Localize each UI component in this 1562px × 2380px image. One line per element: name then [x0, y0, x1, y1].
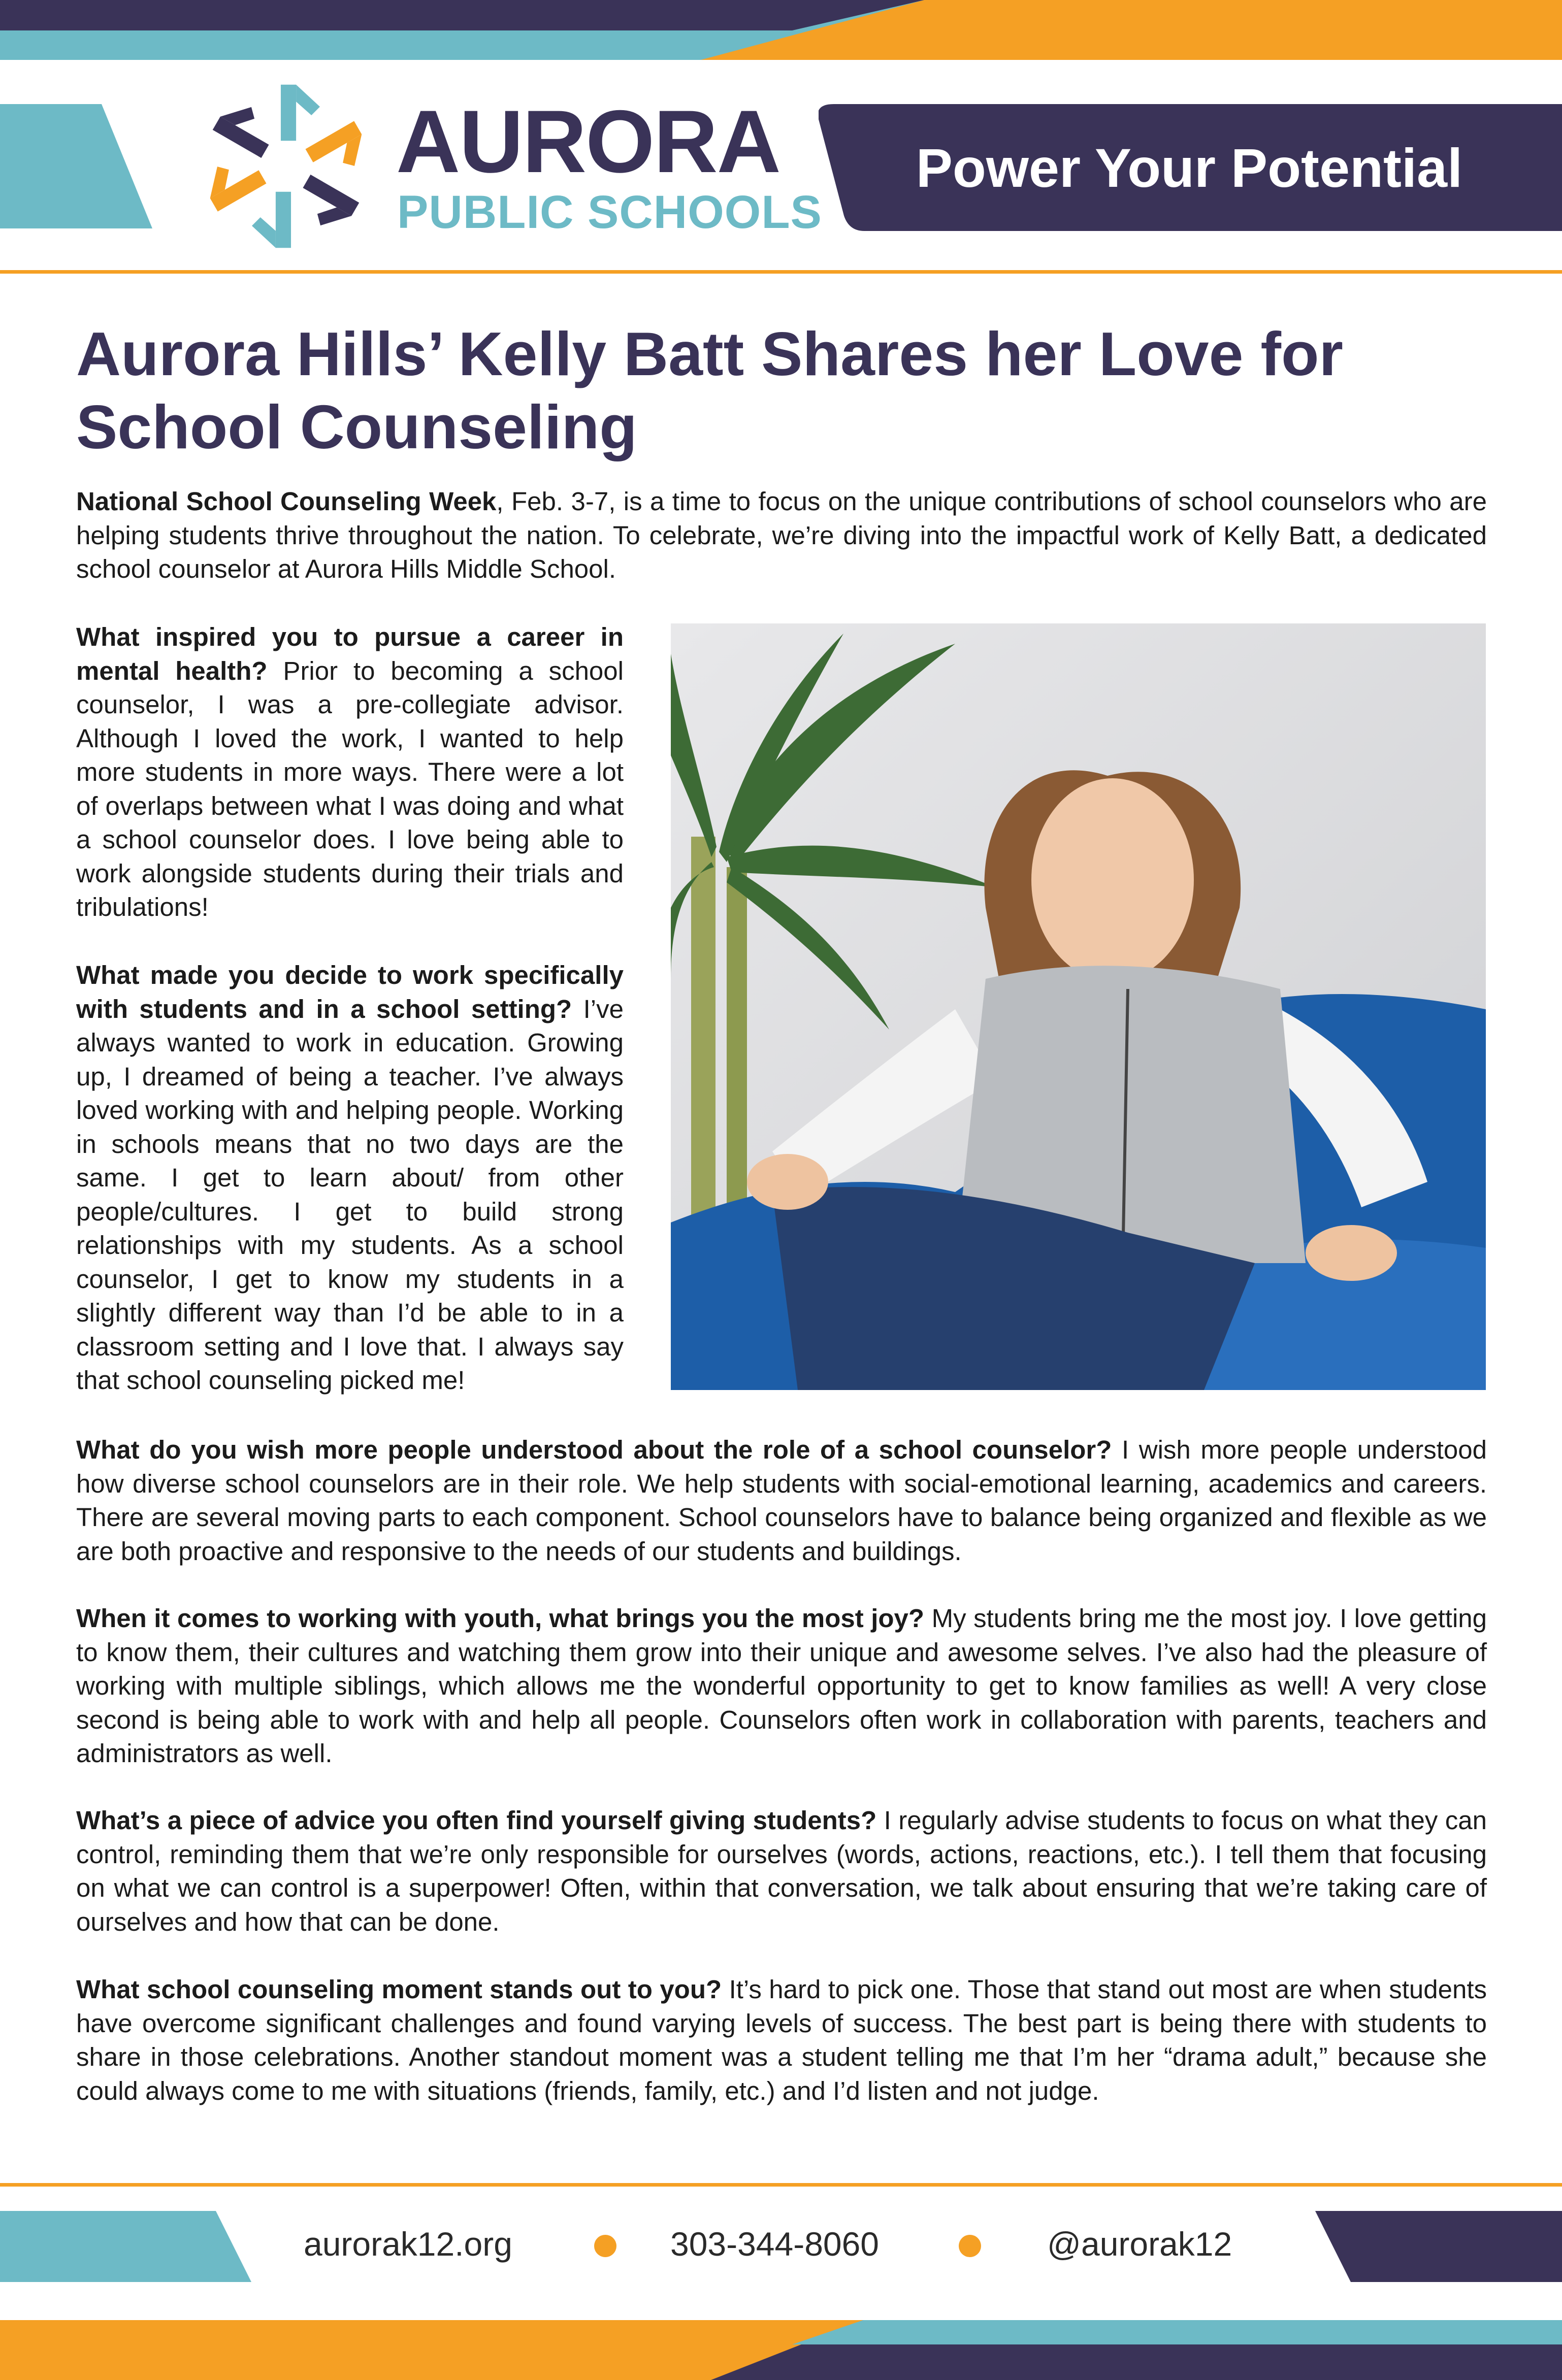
- qa-answer: It’s hard to pick one. Those that stand out most are when students have overcome significant challenges and found varying levels of success. The best part is being there with students to share in those celebrations. Another standout moment was a student telling me that I’m her “drama adult,” because she could always come to me with situations (friends, family, etc.) and I’d listen and not judge.: [76, 1975, 1487, 2105]
- top-decorative-band: [0, 0, 1562, 60]
- footer-decoration: [0, 2183, 1562, 2380]
- qa-block-1: [76, 620, 624, 924]
- qa-block-3: [76, 1433, 1487, 1568]
- qa-block-4: [76, 1602, 1487, 1771]
- qa-answer: My students bring me the most joy. I love getting to know them, their cultures and watching them grow into their unique and awesome selves. I’ve also had the pleasure of working with multiple siblings, which allows me the wonderful opportunity to get to know families as well! A very close second is being able to work with and help all people. Counselors often work in collaboration with parents, teachers and administrators as well.: [76, 1604, 1487, 1768]
- left-teal-tab: [0, 104, 152, 228]
- qa-block-6: [76, 1973, 1487, 2108]
- qa-question: When it comes to working with youth, what brings you the most joy?: [76, 1604, 925, 1633]
- qa-answer: I wish more people understood how diverse school counselors are in their role. We help students with social-emotional learning, academics and careers. There are several moving parts to each component. School counselors have to balance being organized and flexible as we are both proactive and responsive to the needs of our students and buildings.: [76, 1435, 1487, 1566]
- footer-website[interactable]: aurorak12.org: [304, 2225, 512, 2263]
- article-title: Aurora Hills’ Kelly Batt Shares her Love for School Counseling: [76, 319, 1343, 461]
- qa-block-2: [76, 958, 624, 1398]
- qa-answer: Prior to becoming a school counselor, I was a pre-collegiate advisor. Although I loved the work, I wanted to help more students in more ways. There were a lot of overlaps between what I was doing and what a school counselor does. I love being able to work alongside students during their trials and tribulations!: [76, 656, 624, 921]
- qa-question: What made you decide to work specifically with students and in a school setting?: [76, 961, 624, 1023]
- intro-text: , Feb. 3-7, is a time to focus on the unique contributions of school counselors who are helping students thrive throughout the nation. To celebrate, we’re diving into the impactful work of Kelly Batt, a dedicated school counselor at Aurora Hills Middle School.: [76, 487, 1487, 583]
- footer-social-handle[interactable]: @aurorak12: [1047, 2225, 1232, 2263]
- kelly-batt-portrait-photo: [671, 623, 1486, 1390]
- qa-question: What’s a piece of advice you often find yourself giving students?: [76, 1806, 877, 1835]
- qa-block-5: [76, 1804, 1487, 1939]
- qa-answer: I regularly advise students to focus on what they can control, reminding them that we’re only responsible for ourselves (words, actions, reactions, etc.). I tell them that focusing on what we can control is a superpower! Often, within that conversation, we talk about ensuring that we’re taking care of ourselves and how that can be done.: [76, 1806, 1487, 1936]
- footer-bullet: [594, 2235, 616, 2257]
- qa-question: What inspired you to pursue a career in mental health?: [76, 622, 624, 685]
- aurora-star-logo-icon: [197, 81, 375, 251]
- slogan-text: Power Your Potential: [916, 137, 1463, 199]
- brand-name: AURORA: [396, 92, 780, 191]
- intro-lead: National School Counseling Week: [76, 487, 497, 516]
- brand-subtitle: PUBLIC SCHOOLS: [397, 186, 822, 238]
- qa-question: What do you wish more people understood about the role of a school counselor?: [76, 1435, 1112, 1464]
- footer-phone[interactable]: 303-344-8060: [670, 2225, 880, 2263]
- qa-answer: I’ve always wanted to work in education. Growing up, I dreamed of being a teacher. I’ve always loved working with and helping people. Working in schools means that no two days are the same. I get to learn about/ from other people/cultures. I get to build strong relationships with my students. As a school counselor, I get to know my students in a slightly different way than I’d be able to in a classroom setting and I love that. I always say that school counseling picked me!: [76, 994, 624, 1395]
- intro-paragraph: [76, 485, 1487, 586]
- qa-question: What school counseling moment stands out to you?: [76, 1975, 722, 2004]
- header-divider: [0, 270, 1562, 274]
- footer-bullet: [959, 2235, 981, 2257]
